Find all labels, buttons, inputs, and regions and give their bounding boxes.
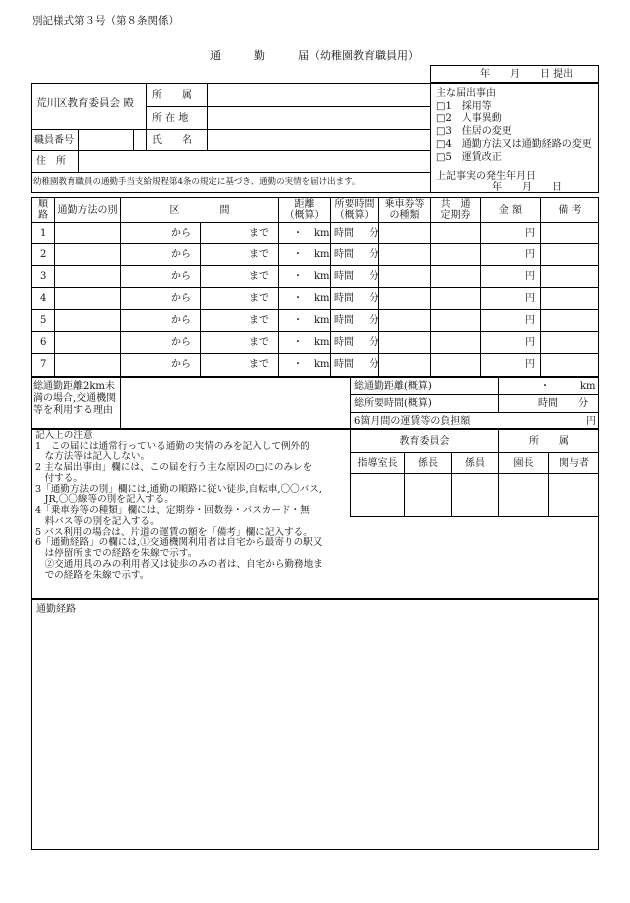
section-from[interactable]: から: [171, 293, 191, 304]
table-row: [31, 331, 599, 353]
section-to[interactable]: まで: [249, 337, 269, 348]
approver-guidance-chief: 指導室長: [357, 458, 398, 469]
section-from[interactable]: から: [171, 228, 191, 239]
method-field[interactable]: [55, 288, 120, 308]
method-field[interactable]: [55, 223, 120, 243]
name-label: 氏 名: [152, 135, 192, 146]
note-line: ②交通用具のみの利用者又は徒歩のみの者は、自宅から勤務地ま: [35, 558, 323, 570]
distance-dot: ・: [293, 359, 303, 370]
reason-item[interactable]: □1 採用等: [436, 101, 492, 112]
time-minutes[interactable]: 分: [369, 271, 379, 282]
section-from[interactable]: から: [171, 271, 191, 282]
method-field[interactable]: [55, 310, 120, 330]
section-from[interactable]: から: [171, 359, 191, 370]
ticket-type-field[interactable]: [379, 288, 429, 308]
remarks-field[interactable]: [541, 354, 598, 374]
row-number: 2: [40, 249, 47, 260]
notes-section: [35, 431, 347, 581]
stamp-cell-guidance-chief[interactable]: [351, 474, 404, 516]
ticket-type-field[interactable]: [379, 332, 429, 352]
form-title: 通 勤 届（幼稚園教育職員用）: [210, 49, 419, 62]
ticket-type-field[interactable]: [379, 310, 429, 330]
section-to[interactable]: まで: [249, 293, 269, 304]
note-line: 料バス等の別を記入する。: [35, 515, 160, 527]
header-common-pass: 共 通 定期券: [440, 199, 471, 221]
time-hours[interactable]: 時間: [334, 228, 354, 239]
header-method: 通勤方法の別: [57, 205, 118, 216]
submit-date: 年 月 日 提出: [480, 69, 574, 80]
remarks-field[interactable]: [541, 310, 598, 330]
distance-unit[interactable]: km: [314, 337, 330, 348]
distance-dot: ・: [293, 315, 303, 326]
address-label: 住 所: [36, 156, 66, 167]
method-field[interactable]: [55, 354, 120, 374]
note-line: 5 バス利用の場合は、片道の運賃の額を「備考」欄に記入する。: [35, 526, 313, 538]
note-line: JR,〇〇線等の別を記入する。: [35, 494, 174, 506]
reason-item[interactable]: □4 通勤方法又は通勤経路の変更: [436, 139, 592, 150]
approver-principal: 園長: [513, 458, 534, 469]
distance-unit[interactable]: km: [314, 228, 330, 239]
header-section: 区 間: [169, 205, 230, 216]
commute-route-label: 通勤経路: [36, 604, 76, 615]
header-ticket: 乗車券等 の種類: [384, 199, 425, 221]
method-field[interactable]: [55, 244, 120, 264]
reason-title: 主な届出事由: [436, 88, 496, 99]
stamp-cell-staff[interactable]: [452, 474, 498, 516]
amount-yen[interactable]: 円: [525, 249, 535, 260]
note-line: 付する。: [35, 472, 83, 484]
row-number: 1: [40, 228, 47, 239]
section-to[interactable]: まで: [249, 249, 269, 260]
time-minutes[interactable]: 分: [369, 249, 379, 260]
affiliation-approval-label: 所 属: [529, 436, 569, 447]
distance-unit[interactable]: km: [314, 293, 330, 304]
note-line: 1 この届には通常行っている通勤の実情のみを記入して例外的: [35, 440, 310, 452]
distance-dot: ・: [293, 337, 303, 348]
row-number: 5: [40, 315, 47, 326]
table-row: [31, 287, 599, 309]
time-hours[interactable]: 時間: [334, 359, 354, 370]
divider: [350, 412, 599, 413]
stamp-cell-section-chief[interactable]: [405, 474, 451, 516]
time-hours[interactable]: 時間: [334, 337, 354, 348]
time-hours[interactable]: 時間: [334, 271, 354, 282]
row-number: 7: [40, 359, 47, 370]
header-jun: 順 路: [38, 199, 48, 221]
table-row: [31, 353, 599, 375]
section-to[interactable]: まで: [249, 315, 269, 326]
name-field[interactable]: [208, 130, 429, 149]
remarks-field[interactable]: [541, 266, 598, 286]
divider: [430, 83, 431, 193]
approver-involved: 関与者: [559, 458, 589, 469]
ticket-type-field[interactable]: [379, 266, 429, 286]
section-to[interactable]: まで: [249, 271, 269, 282]
time-hours[interactable]: 時間: [334, 249, 354, 260]
time-minutes[interactable]: 分: [369, 315, 379, 326]
distance-dot: ・: [293, 293, 303, 304]
row-number: 3: [40, 271, 47, 282]
time-minutes[interactable]: 分: [369, 359, 379, 370]
common-pass-field[interactable]: [431, 310, 479, 330]
common-pass-field[interactable]: [431, 266, 479, 286]
divider: [350, 452, 599, 453]
stamp-cell-principal[interactable]: [499, 474, 548, 516]
header-time: 所要時間 （概算）: [334, 199, 375, 221]
distance-dot: ・: [293, 228, 303, 239]
recipient-label: 荒川区教育委員会 殿: [36, 97, 134, 109]
common-pass-field[interactable]: [431, 223, 479, 243]
time-minutes[interactable]: 分: [369, 293, 379, 304]
note-line: での経路を朱線で示す。: [35, 569, 150, 581]
note-line: 2 主な届出事由」欄には、この届を行う主な原因の□にのみレを: [35, 462, 313, 474]
occurrence-date-label: 上記事実の発生年月日: [436, 171, 536, 182]
staff-number-label: 職員番号: [34, 135, 74, 146]
location-field[interactable]: [208, 107, 429, 128]
common-pass-field[interactable]: [431, 332, 479, 352]
staff-number-field[interactable]: [79, 130, 132, 149]
section-to[interactable]: まで: [249, 359, 269, 370]
form-number-label: 別記様式第３号（第８条関係）: [32, 15, 179, 27]
common-pass-field[interactable]: [431, 288, 479, 308]
time-minutes[interactable]: 分: [369, 337, 379, 348]
amount-yen[interactable]: 円: [525, 337, 535, 348]
address-field[interactable]: [79, 151, 429, 171]
note-line: は停留所までの経路を朱線で示す。: [35, 548, 198, 560]
header-amount: 金 額: [498, 205, 523, 216]
row-number: 6: [40, 337, 47, 348]
committee-label: 教育委員会: [399, 436, 450, 447]
table-row: [31, 222, 599, 244]
divider: [350, 377, 351, 429]
declaration-text: 幼稚園教育職員の通勤手当支給規程第4条の規定に基づき、通勤の実情を届け出ます。: [33, 177, 361, 187]
distance-unit[interactable]: km: [314, 359, 330, 370]
divider: [31, 172, 430, 173]
ticket-type-field[interactable]: [379, 244, 429, 264]
distance-dot: ・: [293, 271, 303, 282]
approver-section-chief: 係長: [418, 458, 438, 469]
method-field[interactable]: [55, 266, 120, 286]
section-from[interactable]: から: [171, 315, 191, 326]
ticket-type-field[interactable]: [379, 354, 429, 374]
common-pass-field[interactable]: [431, 354, 479, 374]
under-2km-reason-field[interactable]: [121, 378, 349, 428]
notes-title: 記入上の注意: [35, 430, 93, 441]
distance-unit[interactable]: km: [314, 271, 330, 282]
approver-staff: 係員: [465, 458, 485, 469]
amount-yen[interactable]: 円: [525, 271, 535, 282]
reason-item[interactable]: □5 運賃改正: [436, 152, 502, 163]
remarks-field[interactable]: [541, 288, 598, 308]
divider: [146, 83, 147, 150]
occurrence-date[interactable]: 年 月 日: [492, 182, 562, 193]
header-remarks: 備 考: [558, 205, 582, 216]
divider: [350, 394, 599, 395]
section-to[interactable]: まで: [249, 228, 269, 239]
reason-item[interactable]: □2 人事異動: [436, 113, 502, 124]
amount-yen[interactable]: 円: [525, 228, 535, 239]
affiliation-field[interactable]: [208, 84, 429, 105]
divider: [133, 129, 134, 150]
under-2km-reason-label: 総通勤距離2km未満の場合,交通機関等を利用する理由: [33, 381, 117, 416]
method-field[interactable]: [55, 332, 120, 352]
total-time-label: 総所要時間(概算): [354, 398, 432, 409]
stamp-cell-involved[interactable]: [549, 474, 599, 516]
fare-6month-unit[interactable]: 円: [586, 416, 596, 427]
remarks-field[interactable]: [541, 332, 598, 352]
table-row: [31, 243, 599, 265]
amount-yen[interactable]: 円: [525, 293, 535, 304]
amount-yen[interactable]: 円: [525, 315, 535, 326]
table-row: [31, 265, 599, 287]
fare-6month-label: 6箇月間の運賃等の負担額: [354, 416, 471, 427]
time-hours[interactable]: 時間: [334, 315, 354, 326]
section-from[interactable]: から: [171, 337, 191, 348]
table-row: [31, 309, 599, 331]
note-line: 4「乗車券等の種類」欄には、定期券・回数券・バスカード・無: [35, 505, 310, 517]
note-line: 3「通勤方法の別」欄には,通勤の順路に従い徒歩,自転車,〇〇バス,: [35, 483, 322, 495]
distance-unit[interactable]: km: [314, 249, 330, 260]
affiliation-label: 所 属: [152, 90, 192, 101]
row-number: 4: [40, 293, 47, 304]
distance-unit[interactable]: km: [314, 315, 330, 326]
remarks-field[interactable]: [541, 244, 598, 264]
reason-item[interactable]: □3 住居の変更: [436, 126, 512, 137]
section-from[interactable]: から: [171, 249, 191, 260]
total-distance-label: 総通勤距離(概算): [354, 381, 432, 392]
commute-route-area[interactable]: [31, 599, 599, 850]
time-hours[interactable]: 時間: [334, 293, 354, 304]
common-pass-field[interactable]: [431, 244, 479, 264]
location-label: 所 在 地: [152, 113, 189, 124]
header-distance: 距離 （概算）: [284, 199, 325, 221]
note-line: 6「通勤経路」の欄には,①交通機関利用者は自宅から最寄りの駅又: [35, 537, 323, 549]
time-minutes[interactable]: 分: [369, 228, 379, 239]
note-line: な方法等は記入しない。: [35, 451, 151, 463]
total-distance-unit[interactable]: ・ km: [540, 381, 596, 392]
remarks-field[interactable]: [541, 223, 598, 243]
distance-dot: ・: [293, 249, 303, 260]
amount-yen[interactable]: 円: [525, 359, 535, 370]
ticket-type-field[interactable]: [379, 223, 429, 243]
total-time-unit[interactable]: 時間 分: [538, 398, 588, 409]
